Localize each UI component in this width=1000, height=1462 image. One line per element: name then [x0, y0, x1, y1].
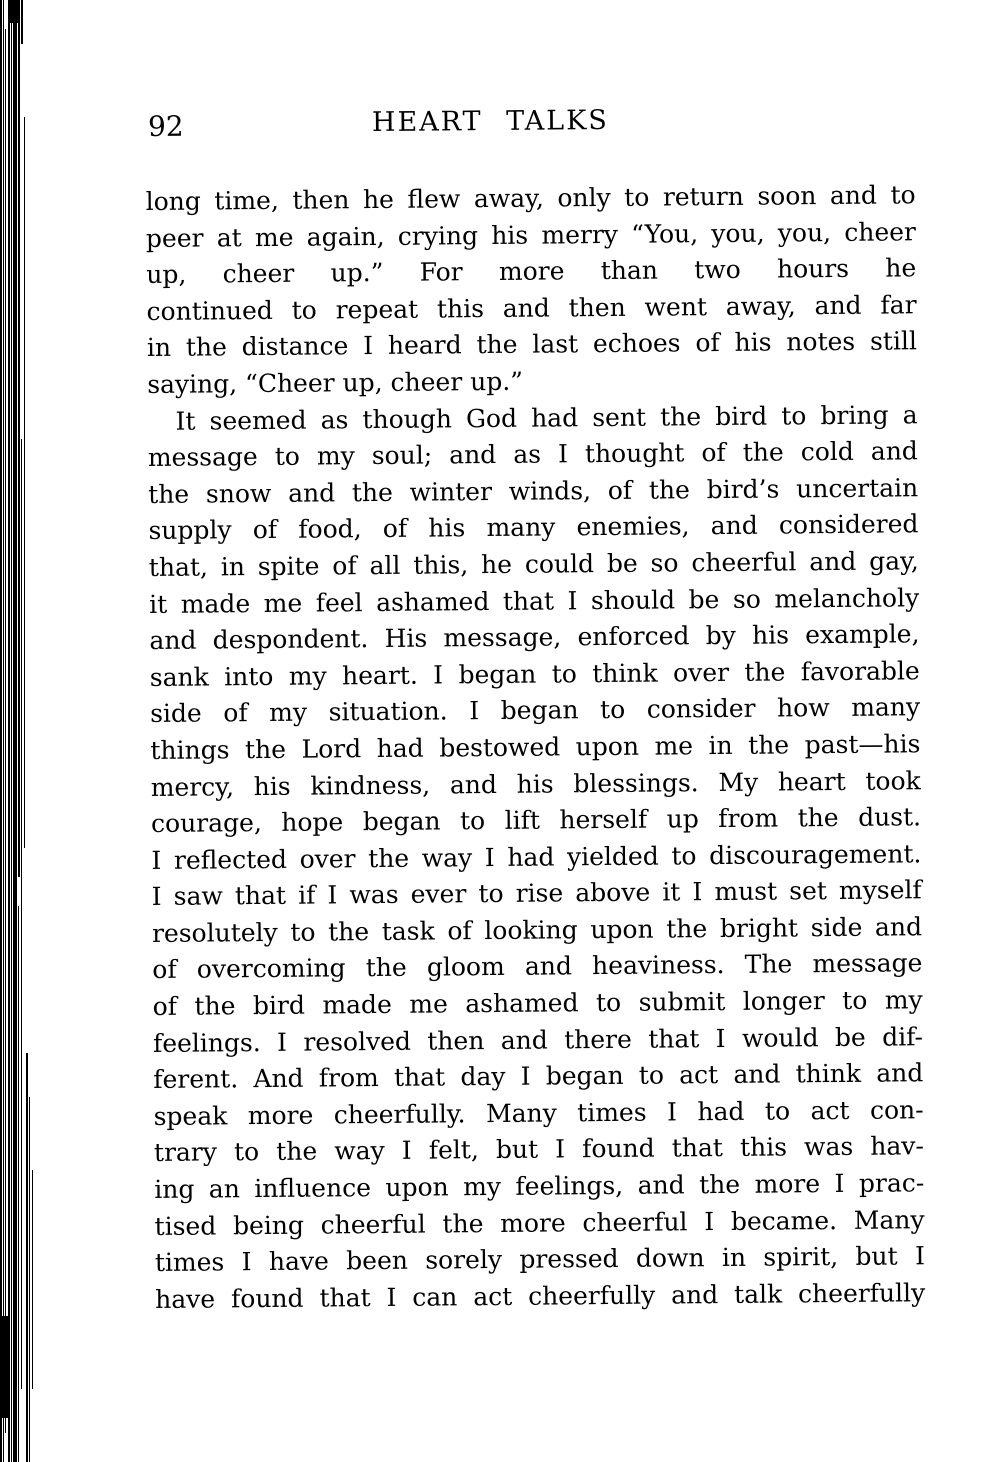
text-line: ing an influence upon my feelings, and the more I prac- [154, 1168, 925, 1205]
text-line: that, in spite of all this, he could be so cheerful and gay, [148, 546, 919, 582]
text-line: of overcoming the gloom and heaviness. The message [152, 948, 923, 985]
text-line: trary to the way I felt, but I found that this was hav- [153, 1131, 925, 1168]
text-line: tised being cheerful the more cheerful I became. Many [154, 1204, 925, 1241]
text-line: continued to repeat this and then went away, and far [146, 290, 917, 326]
text-line: the snow and the winter winds, of the bird’s uncertain [148, 473, 919, 509]
text-line: message to my soul; and as I thought of the cold and [147, 436, 918, 473]
text-line: have found that I can act cheerfully and talk cheerfully [155, 1278, 926, 1314]
text-line: speak more cheerfully. Many times I had to act con- [153, 1095, 924, 1131]
running-title: HEART TALKS [371, 104, 609, 139]
text-line: times I have been sorely pressed down in spirit, but I [154, 1241, 926, 1278]
text-line: saying, “Cheer up, cheer up.” [147, 366, 524, 399]
text-line: ferent. And from that day I began to act and think and [153, 1058, 924, 1095]
body-text [145, 177, 925, 1318]
text-line: and despondent. His message, enforced by his example, [149, 619, 920, 656]
text-line: I saw that if I was ever to rise above it I must set myself [151, 875, 922, 912]
text-line: feelings. I resolved then and there that I would be dif- [152, 1021, 924, 1058]
text-line: long time, then he flew away, only to return soon and to [145, 180, 916, 217]
text-line: sank into my heart. I began to think over the favorable [149, 656, 920, 692]
text-line: in the distance I heard the last echoes of his notes still [146, 326, 918, 363]
text-line: peer at me again, crying his merry “You, you, you, cheer [145, 216, 917, 253]
text-line: up, cheer up.” For more than two hours he [146, 253, 917, 290]
text-line: it made me feel ashamed that I should be so melancholy [149, 582, 920, 619]
text-line: resolutely to the task of looking upon the bright side and [151, 912, 923, 948]
text-line: It seemed as though God had sent the bird to bring a [175, 399, 918, 436]
page-number: 92 [147, 109, 184, 143]
text-line: supply of food, of his many enemies, and considered [148, 509, 919, 546]
text-line: side of my situation. I began to consider how many [149, 692, 921, 729]
text-line: mercy, his kindness, and his blessings. My heart took [150, 765, 921, 802]
text-line: I reflected over the way I had yielded to discouragement. [151, 838, 922, 875]
text-line: courage, hope began to lift herself up from the dust. [150, 802, 922, 839]
text-line: of the bird made me ashamed to submit longer to my [152, 985, 923, 1022]
text-line: things the Lord had bestowed upon me in the past—his [150, 729, 921, 765]
